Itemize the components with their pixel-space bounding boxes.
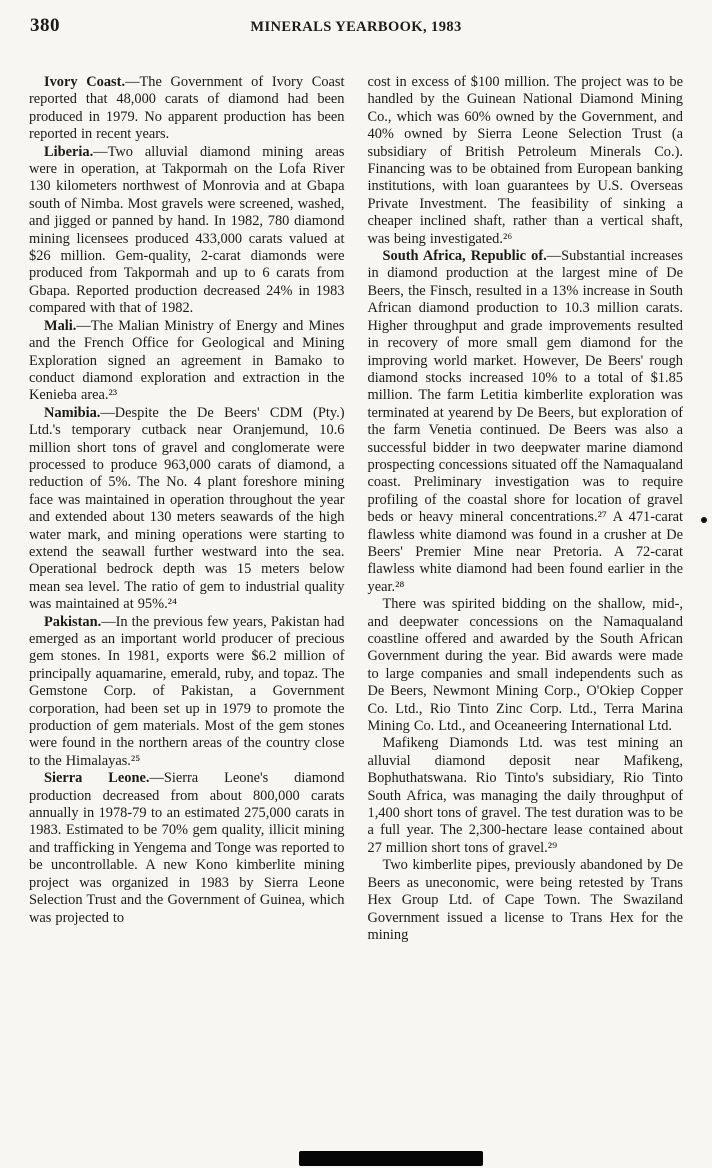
paragraph-sierra-leone-continued	[368, 74, 684, 248]
paragraph-text: —Despite the De Beers' CDM (Pty.) Ltd.'s temporary cutback near Oranjemund, 10.6 million short tons of gravel and conglomerate were processed to produce 963,000 carats of diamond, a reduction of 5%. The No. 4 plant foreshore mining face was maintained in operation throughout the year and extended about 130 meters seawards of the high water mark, and mining operations were starting to extend the seawall further westward into the sea. Operational bedrock depth was 15 meters below mean sea level. The ratio of gem to industrial quality was maintained at 95%.²⁴	[29, 404, 345, 613]
paragraph-lead: Ivory Coast.	[44, 74, 126, 90]
paragraph-lead: Sierra Leone.	[44, 770, 150, 787]
paragraph-text: Mafikeng Diamonds Ltd. was test mining an alluvial diamond deposit near Mafikeng, Bophuthatswana. Rio Tinto's subsidiary, Rio Tinto South Africa, was managing the daily throughput of 1,400 short tons of gravel. The test duration was to be a full year. The 2,300-hectare lease contained about 27 million short tons of gravel.²⁹	[367, 735, 683, 856]
paragraph-lead: Mali.	[44, 317, 77, 334]
paragraph-ivory-coast	[29, 74, 345, 144]
text-columns	[29, 74, 683, 1144]
scan-artifact-dot	[701, 517, 707, 523]
paragraph-text: Two kimberlite pipes, previously abandoned by De Beers as uneconomic, were being retested by Trans Hex Group Ltd. of Cape Town. The Swaziland Government issued a license to Trans Hex for the mining	[367, 857, 683, 943]
paragraph-lead: South Africa, Republic of.	[382, 248, 547, 265]
paragraph-lead: Liberia.	[44, 143, 94, 160]
paragraph-lead: Pakistan.	[44, 613, 102, 630]
paragraph-kimberlite-pipes	[368, 857, 684, 944]
paragraph-namaqualand-bidding	[368, 596, 684, 735]
paragraph-namibia	[29, 405, 345, 614]
paragraph-lead: Namibia.	[44, 404, 101, 421]
paragraph-text: —In the previous few years, Pakistan had emerged as an important world producer of precious gem stones. In 1981, exports were $6.2 million of principally aquamarine, emerald, ruby, and topaz. The Gemstone Corp. of Pakistan, a Government corporation, had been set up in 1979 to promote the production of gem materials. Most of the gem stones were found in the northern areas of the country close to the Himalayas.²⁵	[29, 613, 345, 769]
paragraph-mafikeng	[368, 735, 684, 857]
paragraph-text: —The Government of Ivory Coast reported that 48,000 carats of diamond had been produced in 1979. No apparent production has been reported in recent years.	[29, 74, 345, 143]
paragraph-text: —Sierra Leone's diamond production decreased from about 800,000 carats annually in 1978-79 to an estimated 275,000 carats in 1983. Estimated to be 70% gem quality, illicit mining and trafficking in Yengema and Tonge was reported to be uncontrollable. A new Kono kimberlite mining project was organized in 1983 by Sierra Leone Selection Trust and the Government of Guinea, which was projected to	[29, 770, 345, 926]
paragraph-text: —The Malian Ministry of Energy and Mines and the French Office for Geological and Mining Exploration signed an agreement in Bamako to conduct diamond exploration and extraction in the Kenieba area.²³	[29, 317, 345, 404]
paragraph-pakistan	[29, 614, 345, 771]
paragraph-liberia	[29, 144, 345, 318]
paragraph-text: cost in excess of $100 million. The project was to be handled by the Guinean National Diamond Mining Co., which was 60% owned by the Government, and 40% owned by Sierra Leone Selection Trust (a subsidiary of British Petroleum Minerals Co.). Financing was to be obtained from European banking institutions, with loan guarantees by U.S. Overseas Private Investment. The feasibility of sinking a cheaper inclined shaft, rather than a vertical shaft, was being investigated.²⁶	[367, 74, 683, 247]
scan-artifact-bar	[299, 1151, 483, 1166]
paragraph-text: —Two alluvial diamond mining areas were in operation, at Takpormah on the Lofa River 130 kilometers northwest of Monrovia and at Gbapa south of Nimba. Most gravels were screened, washed, and jigged or panned by hand. In 1982, 780 diamond mining licensees produced 433,000 carats valued at $26 million. Gem-quality, 2-carat diamonds were produced from Takpormah and up to 6 carats from Gbapa. Reported production decreased 24% in 1983 compared with that of 1982.	[29, 143, 345, 317]
page-title: MINERALS YEARBOOK, 1983	[250, 19, 462, 35]
left-column	[29, 74, 345, 1144]
right-column	[368, 74, 684, 1144]
paragraph-sierra-leone	[29, 770, 345, 927]
paragraph-text: There was spirited bidding on the shallow, mid-, and deepwater concessions on the Namaqualand coastline offered and awarded by the South African Government during the year. Bid awards were made to large companies and small independents such as De Beers, Newmont Mining Corp., O'Okiep Copper Co. Ltd., Rio Tinto Zinc Corp. Ltd., Terra Marina Mining Co. Ltd., and Oceaneering International Ltd.	[367, 596, 683, 735]
paragraph-south-africa	[368, 248, 684, 596]
paragraph-text: —Substantial increases in diamond production at the largest mine of De Beers, the Finsch, resulted in a 13% increase in South African diamond production to 10.3 million carats. Higher throughput and grade improvements resulted in recovery of more small gem diamond for the improving world market. However, De Beers' rough diamond stocks increased 10% to a total of $1.85 million. The farm Letitia kimberlite exploration was terminated at yearend by De Beers, but exploration of the farm Venetia continued. De Beers was also a successful bidder in two deepwater marine diamond prospecting concessions situated off the Namaqualand coast. Preliminary investigation was to require profiling of the coastal shore for location of gravel beds or heavy mineral concentrations.²⁷ A 471-carat flawless white diamond was found in a crusher at De Beers' Premier Mine near Pretoria. A 72-carat flawless white diamond had been found earlier in the year.²⁸	[367, 248, 683, 595]
page-number: 380	[30, 15, 60, 36]
page-header	[0, 0, 712, 46]
paragraph-mali	[29, 318, 345, 405]
